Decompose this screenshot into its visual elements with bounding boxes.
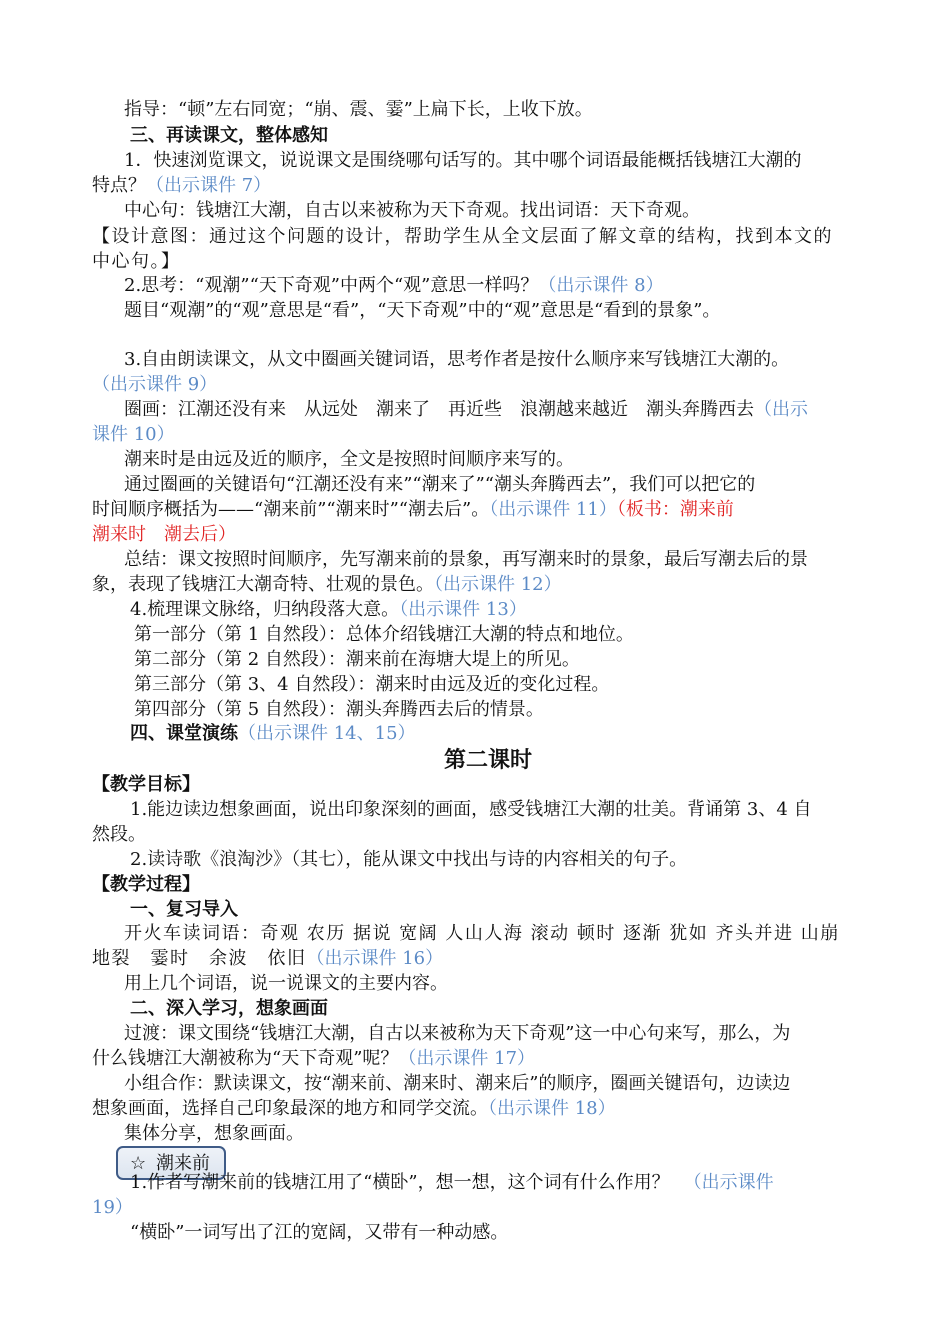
group-work-text: 想象画面，选择自己印象最深的地方和同学交流。 [92,1098,488,1119]
word-usage-task: 用上几个词语，说一说课文的主要内容。 [124,973,448,994]
board-note: （板书：潮来前 [616,499,734,520]
section-heading-4-text: 四、课堂演练 [130,723,238,744]
goal-1-line-2: 然段。 [92,824,146,845]
star-icon: ☆ [130,1153,147,1174]
question-1-line-1: 1．快速浏览课文，说说课文是围绕哪句话写的。其中哪个词语最能概括钱塘江大潮的 [124,150,802,171]
group-work-line-2 [92,1097,616,1121]
goal-2: 2.读诗歌《浪淘沙》（其七），能从课文中找出与诗的内容相关的句子。 [130,849,688,870]
courseware-ref: （出示课件 8） [538,275,664,296]
step-2-heading: 二、深入学习，想象画面 [130,998,328,1019]
design-intent-line-1: 【设计意图：通过这个问题的设计，帮助学生从全文层面了解文章的结构，找到本文的 [92,226,833,247]
teaching-process-heading: 【教学过程】 [92,874,200,895]
hengwo-answer: “横卧”一词写出了江的宽阔，又带有一种动感。 [130,1222,509,1243]
courseware-ref: 课件 10） [92,424,175,445]
question-2 [124,274,664,298]
courseware-ref: （出示课件 9） [92,374,218,395]
courseware-ref: （出示课件 18） [488,1098,616,1119]
summary-order-text: 时间顺序概括为——“潮来前”“潮来时”“潮去后”。 [92,499,490,520]
teaching-goals-heading: 【教学目标】 [92,774,200,795]
transition-text: 什么钱塘江大潮被称为“天下奇观”呢？ [92,1048,399,1069]
question-3: 3.自由朗读课文，从文中圈画关键词语，思考作者是按什么顺序来写钱塘江大潮的。 [124,349,790,370]
courseware-ref: 19） [92,1197,133,1218]
word-list: 地裂 霎时 余波 依旧 [92,948,307,969]
part-2: 第二部分（第 2 自然段）：潮来前在海塘大堤上的所见。 [134,649,580,670]
courseware-ref: （出示课件 [683,1172,774,1193]
courseware-ref: （出示课件 11） [489,499,617,520]
summary-order-line-2 [92,498,734,522]
part-4: 第四部分（第 5 自然段）：潮头奔腾西去后的情景。 [134,699,544,720]
share-line: 集体分享，想象画面。 [124,1123,304,1144]
step-1-heading: 一、复习导入 [130,899,238,920]
section-heading-4 [130,722,416,746]
courseware-ref: （出示课件 16） [306,948,444,969]
summary-order-line-1: 通过圈画的关键语句“江潮还没有来”“潮来了”“潮头奔腾西去”，我们可以把它的 [124,474,756,495]
board-note-continued: 潮来时 潮去后） [92,524,236,545]
question-4-text: 4.梳理课文脉络，归纳段落大意。 [130,599,400,620]
question-1-text: 特点？ [92,175,146,196]
answer-2: 题目“观潮”的“观”意思是“看”，“天下奇观”中的“观”意思是“看到的景象”。 [124,300,721,321]
group-work-line-1: 小组合作：默读课文，按“潮来前、潮来时、潮来后”的顺序，圈画关键语句，边读边 [124,1073,791,1094]
question-1-line-2 [92,174,271,198]
courseware-ref: （出示课件 13） [399,599,527,620]
order-statement: 潮来时是由远及近的顺序，全文是按照时间顺序来写的。 [124,449,574,470]
transition-line-1: 过渡：课文围绕“钱塘江大潮，自古以来被称为天下奇观”这一中心句来写，那么，为 [124,1023,791,1044]
key-phrases-text: 圈画：江潮还没有来 从远处 潮来了 再近些 浪潮越来越近 潮头奔腾西去 [124,399,754,420]
conclusion-line-1: 总结：课文按照时间顺序，先写潮来前的景象，再写潮来时的景象，最后写潮去后的景 [124,549,808,570]
courseware-ref: （出示课件 14、15） [238,723,416,744]
key-phrases-line [124,398,808,422]
part-3: 第三部分（第 3、4 自然段）：潮来时由远及近的变化过程。 [134,674,610,695]
question-4 [130,598,527,622]
word-train-line-2 [92,947,443,971]
callout-label: 潮来前 [156,1153,210,1174]
hengwo-question-text: 1.作者写潮来前的钱塘江用了“横卧”，想一想，这个词有什么作用？ [130,1172,670,1193]
design-intent-line-2: 中心句。】 [92,251,181,272]
word-train-line-1: 开火车读词语：奇观 农历 据说 宽阔 人山人海 滚动 顿时 逐渐 犹如 齐头并进 山崩 [124,923,840,944]
central-sentence: 中心句：钱塘江大潮，自古以来被称为天下奇观。找出词语：天下奇观。 [124,200,700,221]
question-2-text: 2.思考：“观潮”“天下奇观”中两个“观”意思一样吗？ [124,275,539,296]
guidance-line: 指导：“顿”左右同宽；“崩、震、霎”上扁下长，上收下放。 [124,99,593,120]
courseware-ref: （出示课件 17） [398,1048,536,1069]
conclusion-text: 象，表现了钱塘江大潮奇特、壮观的景色。 [92,574,434,595]
courseware-ref: （出示 [754,399,808,420]
lesson-title: 第二课时 [444,747,533,773]
goal-1-line-1: 1.能边读边想象画面，说出印象深刻的画面，感受钱塘江大潮的壮美。背诵第 3、4 自 [130,799,812,820]
section-heading-3: 三、再读课文，整体感知 [130,125,328,146]
hengwo-question [130,1171,774,1195]
transition-line-2 [92,1047,535,1071]
conclusion-line-2 [92,573,562,597]
courseware-ref: （出示课件 7） [146,175,272,196]
part-1: 第一部分（第 1 自然段）：总体介绍钱塘江大潮的特点和地位。 [134,624,634,645]
courseware-ref: （出示课件 12） [434,574,562,595]
